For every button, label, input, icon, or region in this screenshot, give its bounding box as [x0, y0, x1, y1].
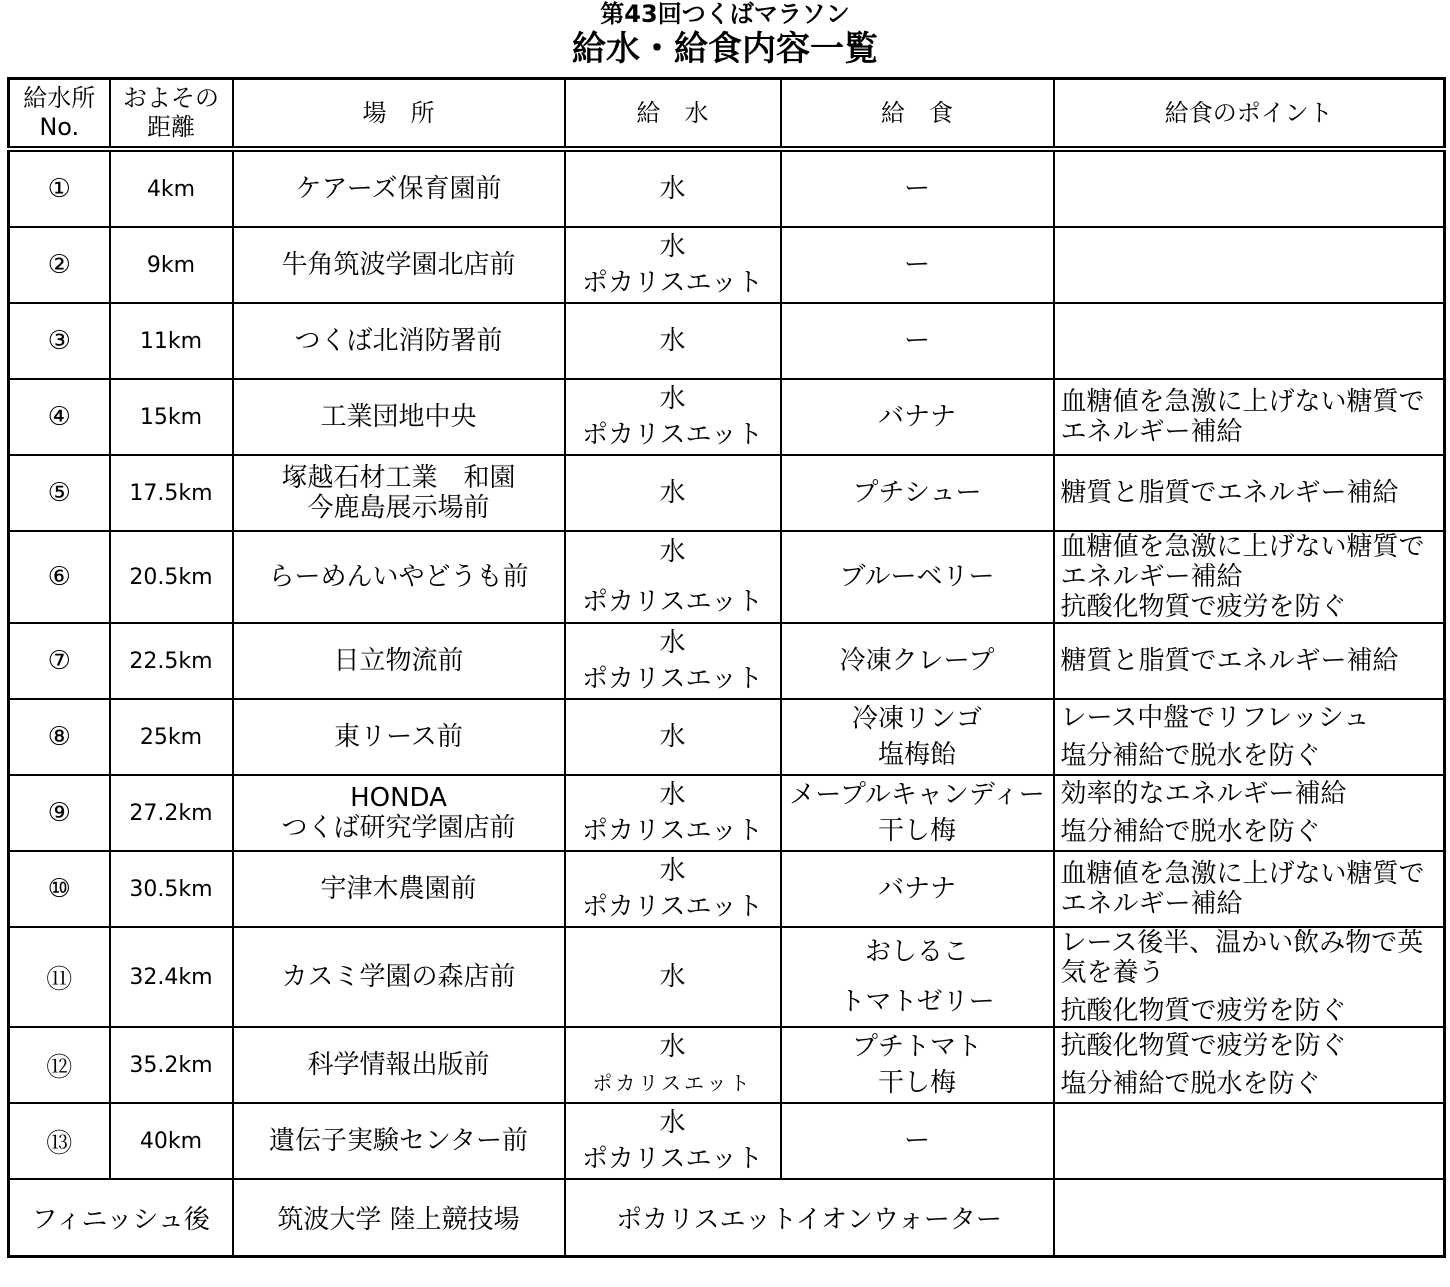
point-line: 塩分補給で脱水を防ぐ	[1060, 817, 1321, 847]
station-food	[781, 149, 1054, 227]
water-item: ポカリスエット	[582, 1144, 763, 1174]
point-line: 血糖値を急激に上げない糖質で	[1060, 532, 1425, 562]
header-row	[9, 79, 1445, 150]
station-row-1	[9, 149, 1445, 227]
water-item: ポカリスエット	[592, 1071, 753, 1095]
place-line: つくば研究学園店前	[281, 813, 516, 843]
water-item: 水	[659, 326, 686, 356]
station-point	[1054, 927, 1445, 1027]
point-line: エネルギー補給	[1060, 889, 1243, 919]
station-place	[233, 927, 565, 1027]
station-water	[565, 927, 781, 1027]
point-line: 抗酸化物質で疲労を防ぐ	[1060, 592, 1347, 622]
point-item	[1061, 1031, 1438, 1061]
station-place	[233, 531, 565, 623]
station-place	[233, 455, 565, 531]
point-line: レース中盤でリフレッシュ	[1060, 703, 1370, 733]
point-line: 塩分補給で脱水を防ぐ	[1060, 741, 1321, 771]
food-item: ー	[903, 174, 930, 204]
station-food	[781, 775, 1054, 851]
station-food	[781, 851, 1054, 927]
station-number: ①	[9, 149, 110, 227]
station-point	[1054, 699, 1445, 775]
header-distance	[110, 79, 233, 150]
point-item	[1061, 817, 1438, 847]
place-line: 科学情報出版前	[307, 1050, 490, 1080]
station-food	[781, 699, 1054, 775]
station-place	[233, 851, 565, 927]
point-line: 糖質と脂質でエネルギー補給	[1060, 478, 1399, 508]
station-place	[233, 1027, 565, 1103]
point-item	[1061, 592, 1438, 622]
water-item: ポカリスエット	[582, 892, 763, 922]
station-row-12	[9, 1027, 1445, 1103]
station-number: ⑨	[9, 775, 110, 851]
station-food	[781, 379, 1054, 455]
point-item	[1061, 928, 1438, 988]
place-line: 今鹿島展示場前	[307, 493, 490, 523]
station-point	[1054, 149, 1445, 227]
station-food	[781, 455, 1054, 531]
station-water	[565, 455, 781, 531]
place-line: 塚越石材工業 和園	[281, 463, 516, 493]
station-food	[781, 303, 1054, 379]
food-item: バナナ	[877, 402, 956, 432]
point-line: 血糖値を急激に上げない糖質で	[1060, 859, 1425, 889]
point-line: 糖質と脂質でエネルギー補給	[1060, 646, 1399, 676]
station-number: ⑦	[9, 623, 110, 699]
station-distance: 9km	[110, 227, 233, 303]
station-row-8	[9, 699, 1445, 775]
station-point	[1054, 227, 1445, 303]
station-point	[1054, 851, 1445, 927]
point-item	[1061, 387, 1438, 447]
food-item: 冷凍クレープ	[839, 646, 995, 676]
point-line: 効率的なエネルギー補給	[1060, 779, 1347, 809]
point-item	[1061, 996, 1438, 1026]
station-point	[1054, 1103, 1445, 1179]
place-line: カスミ学園の森店前	[281, 962, 516, 992]
finish-place: 筑波大学 陸上競技場	[233, 1179, 565, 1257]
station-water	[565, 775, 781, 851]
header-place: 場 所	[233, 79, 565, 150]
finish-row	[9, 1179, 1445, 1257]
station-number: ⑧	[9, 699, 110, 775]
point-line: エネルギー補給	[1060, 417, 1243, 447]
food-item: プチシュー	[852, 478, 982, 508]
point-line: 抗酸化物質で疲労を防ぐ	[1060, 996, 1347, 1026]
station-distance: 40km	[110, 1103, 233, 1179]
station-distance: 17.5km	[110, 455, 233, 531]
header-water: 給 水	[565, 79, 781, 150]
document-title: 給水・給食内容一覧	[572, 29, 878, 69]
station-point	[1054, 1027, 1445, 1103]
water-item: ポカリスエット	[582, 816, 763, 846]
station-row-7	[9, 623, 1445, 699]
station-water	[565, 1027, 781, 1103]
station-distance: 25km	[110, 699, 233, 775]
water-item: 水	[659, 1108, 686, 1138]
station-number: ⑥	[9, 531, 110, 623]
food-item: 干し梅	[877, 1068, 956, 1098]
station-distance: 35.2km	[110, 1027, 233, 1103]
water-item: ポカリスエット	[582, 664, 763, 694]
point-line: 塩分補給で脱水を防ぐ	[1060, 1069, 1321, 1099]
station-distance: 32.4km	[110, 927, 233, 1027]
header-distance-line: およその	[123, 84, 219, 112]
water-item: 水	[659, 780, 686, 810]
point-item	[1061, 478, 1438, 508]
station-water	[565, 379, 781, 455]
station-place	[233, 699, 565, 775]
water-item: 水	[659, 478, 686, 508]
station-distance: 11km	[110, 303, 233, 379]
point-item	[1061, 741, 1438, 771]
place-line: ケアーズ保育園前	[295, 174, 502, 204]
water-item: 水	[659, 962, 686, 992]
station-food	[781, 227, 1054, 303]
station-place	[233, 149, 565, 227]
food-item: ブルーベリー	[839, 562, 995, 592]
point-item	[1061, 859, 1438, 919]
station-row-5	[9, 455, 1445, 531]
station-water	[565, 1103, 781, 1179]
station-row-10	[9, 851, 1445, 927]
food-item: プチトマト	[851, 1032, 982, 1062]
point-item	[1061, 646, 1438, 676]
station-distance: 20.5km	[110, 531, 233, 623]
place-line: 牛角筑波学園北店前	[281, 250, 516, 280]
station-distance: 27.2km	[110, 775, 233, 851]
station-point	[1054, 379, 1445, 455]
station-row-4	[9, 379, 1445, 455]
header-station-no-line: 給水所	[23, 84, 96, 112]
water-item: 水	[659, 174, 686, 204]
food-item: 塩梅飴	[877, 740, 956, 770]
place-line: 遺伝子実験センター前	[269, 1126, 528, 1156]
station-number: ⑬	[9, 1103, 110, 1179]
point-line: 抗酸化物質で疲労を防ぐ	[1060, 1031, 1347, 1061]
food-item: ー	[903, 250, 930, 280]
food-item: ー	[903, 326, 930, 356]
point-item	[1061, 779, 1438, 809]
header-station-no	[9, 79, 110, 150]
station-food	[781, 927, 1054, 1027]
point-line: 気を養う	[1060, 958, 1165, 988]
station-food	[781, 531, 1054, 623]
header-food: 給 食	[781, 79, 1054, 150]
point-line: レース後半、温かい飲み物で英	[1060, 928, 1424, 958]
header-point: 給食のポイント	[1054, 79, 1445, 150]
station-row-3	[9, 303, 1445, 379]
station-place	[233, 775, 565, 851]
document-subtitle: 第43回つくばマラソン	[600, 0, 850, 28]
station-water	[565, 227, 781, 303]
station-distance: 22.5km	[110, 623, 233, 699]
station-water	[565, 699, 781, 775]
station-row-11	[9, 927, 1445, 1027]
station-point	[1054, 775, 1445, 851]
food-item: ー	[903, 1126, 930, 1156]
water-item: 水	[659, 232, 686, 262]
aid-station-table	[7, 77, 1446, 1258]
header-distance-line: 距離	[147, 113, 195, 141]
station-number: ⑤	[9, 455, 110, 531]
finish-point	[1054, 1179, 1445, 1257]
water-item: 水	[659, 722, 686, 752]
station-water	[565, 303, 781, 379]
water-item: 水	[659, 856, 686, 886]
station-distance: 4km	[110, 149, 233, 227]
station-rows	[9, 149, 1445, 1179]
station-place	[233, 379, 565, 455]
water-item: 水	[659, 537, 686, 567]
food-item: トマトゼリー	[839, 987, 995, 1017]
place-line: 宇津木農園前	[320, 874, 477, 904]
food-item: 干し梅	[877, 816, 956, 846]
station-row-13	[9, 1103, 1445, 1179]
water-item: 水	[659, 628, 686, 658]
station-number: ②	[9, 227, 110, 303]
finish-drink: ポカリスエットイオンウォーター	[565, 1179, 1054, 1257]
food-item: バナナ	[877, 874, 956, 904]
station-water	[565, 149, 781, 227]
station-point	[1054, 623, 1445, 699]
water-item: ポカリスエット	[582, 268, 763, 298]
station-place	[233, 623, 565, 699]
station-water	[565, 623, 781, 699]
station-food	[781, 1027, 1054, 1103]
station-point	[1054, 531, 1445, 623]
point-line: エネルギー補給	[1060, 562, 1243, 592]
station-place	[233, 1103, 565, 1179]
point-item	[1061, 703, 1438, 733]
water-item: ポカリスエット	[582, 587, 763, 617]
food-item: メープルキャンディー	[789, 780, 1045, 810]
station-number: ⑩	[9, 851, 110, 927]
point-line: 血糖値を急激に上げない糖質で	[1060, 387, 1425, 417]
header-station-no-line: No.	[39, 113, 80, 141]
food-item: おしるこ	[864, 937, 969, 967]
station-row-2	[9, 227, 1445, 303]
station-place	[233, 227, 565, 303]
station-point	[1054, 303, 1445, 379]
point-item	[1061, 532, 1438, 592]
point-item	[1061, 1069, 1438, 1099]
station-water	[565, 851, 781, 927]
station-number: ③	[9, 303, 110, 379]
station-distance: 15km	[110, 379, 233, 455]
station-number: ⑪	[9, 927, 110, 1027]
place-line: つくば北消防署前	[294, 326, 503, 356]
station-place	[233, 303, 565, 379]
station-row-6	[9, 531, 1445, 623]
place-line: 日立物流前	[333, 646, 464, 676]
place-line: らーめんいやどうも前	[268, 562, 529, 592]
place-line: HONDA	[350, 783, 447, 813]
station-number: ⑫	[9, 1027, 110, 1103]
water-item: ポカリスエット	[582, 420, 763, 450]
station-food	[781, 623, 1054, 699]
finish-label: フィニッシュ後	[9, 1179, 233, 1257]
place-line: 工業団地中央	[320, 402, 477, 432]
station-distance: 30.5km	[110, 851, 233, 927]
station-food	[781, 1103, 1054, 1179]
station-row-9	[9, 775, 1445, 851]
place-line: 東リース前	[334, 722, 463, 752]
water-item: 水	[659, 384, 686, 414]
station-point	[1054, 455, 1445, 531]
station-number: ④	[9, 379, 110, 455]
station-water	[565, 531, 781, 623]
food-item: 冷凍リンゴ	[851, 704, 982, 734]
water-item: 水	[659, 1032, 686, 1062]
